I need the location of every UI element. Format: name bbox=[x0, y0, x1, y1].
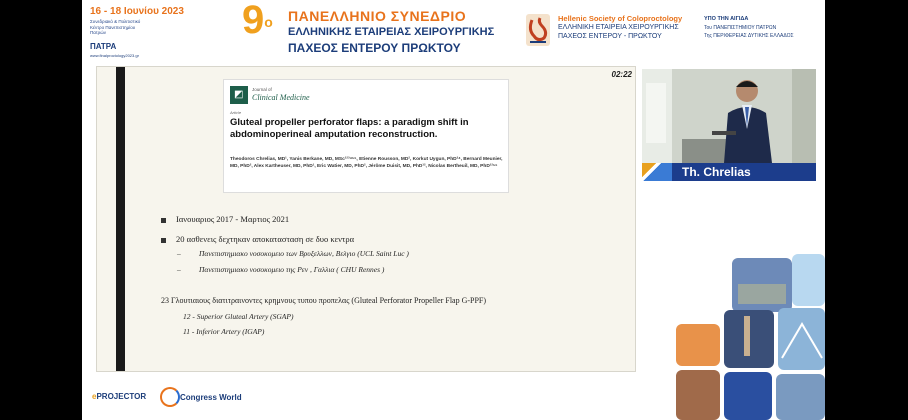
congress-city: ΠΑΤΡΑ bbox=[90, 42, 117, 51]
bullet-center-rennes: – Πανεπιστημιακο νοσοκομειο της Ρεν , Γαλλια ( CHU Rennes ) bbox=[177, 265, 385, 274]
bullet-square-icon bbox=[161, 218, 166, 223]
bullet-period: Ιανουαριος 2017 - Μαρτιος 2021 bbox=[161, 214, 289, 224]
name-bar-accent bbox=[642, 163, 672, 181]
society-logo-icon bbox=[522, 12, 554, 48]
congress-title: ΠΑΝΕΛΛΗΝΙΟ ΣΥΝΕΔΡΙΟ bbox=[288, 8, 467, 24]
speaker-name: Th. Chrelias bbox=[682, 165, 751, 179]
congress-world-logo: Congress World bbox=[180, 393, 242, 402]
society-name-en: Hellenic Society of Coloproctology bbox=[558, 14, 683, 23]
journal-logo-icon: ◩ bbox=[230, 86, 248, 104]
congress-url: www.finalproctology2023.gr bbox=[90, 53, 139, 58]
paper-header-image bbox=[223, 79, 509, 193]
bullet-square-icon bbox=[161, 238, 166, 243]
bullet-patients: 20 ασθενεις δεχτηκαν αποκατασταση σε δυο κεντρα bbox=[161, 234, 354, 244]
congress-venue: Συνεδριακό & Πολιτιστικό Κέντρο Πανεπιστημίου Πατρών bbox=[90, 19, 141, 35]
slide-timer: 02:22 bbox=[611, 70, 632, 79]
aegis-region: Της ΠΕΡΙΦΕΡΕΙΑΣ ΔΥΤΙΚΗΣ ΕΛΛΑΔΟΣ bbox=[704, 33, 794, 39]
congress-world-logo-icon bbox=[160, 387, 180, 407]
bullet-sgap: 12 - Superior Gluteal Artery (SGAP) bbox=[183, 312, 294, 321]
congress-dates: 16 - 18 Ιουνίου 2023 bbox=[90, 6, 184, 17]
eprojector-logo: ePROJECTOR bbox=[92, 392, 147, 401]
aegis-university: Του ΠΑΝΕΠΙΣΤΗΜΙΟΥ ΠΑΤΡΩΝ bbox=[704, 25, 777, 31]
presentation-slide bbox=[96, 66, 636, 372]
society-name-gr2: ΠΑΧΕΟΣ ΕΝΤΕΡΟΥ - ΠΡΩΚΤΟΥ bbox=[558, 33, 662, 40]
speaker-name-bar bbox=[642, 163, 816, 181]
journal-name: Clinical Medicine bbox=[252, 93, 310, 102]
paper-authors: Theodoros Chrelias, MD¹, Yanis Berkane, MD, MSc¹²³⁴⁵⁶, Etienne Rousson, MD², Korkut Uygun, PhD³⁴, Bernard Meunier, MD, PhD², Alex Kartheuser, MD, PhD¹, Eric Watier, MD, PhD², Jérôme Duisit, MD, PhD¹², Nicolas Bertheuil, MD, PhD¹²⁵⁶ bbox=[230, 157, 503, 169]
paper-title: Gluteal propeller perforator flaps: a paradigm shift in abdominoperineal amputation reconstruction. bbox=[230, 117, 469, 140]
city-collage-image bbox=[674, 254, 825, 420]
society-line2: ΠΑΧΕΟΣ ΕΝΤΕΡΟΥ ΠΡΩΚΤΟΥ bbox=[288, 41, 461, 55]
article-label: Article bbox=[230, 110, 242, 115]
journal-prefix: Journal of bbox=[252, 87, 272, 92]
aegis-title: ΥΠΟ ΤΗΝ ΑΙΓΙΔΑ bbox=[704, 16, 749, 22]
society-name-gr1: ΕΛΛΗΝΙΚΗ ΕΤΑΙΡΕΙΑ ΧΕΙΡΟΥΡΓΙΚΗΣ bbox=[558, 24, 679, 31]
speaker-video-image bbox=[642, 69, 816, 163]
bullet-center-brussels: – Πανεπιστημιακο νοσοκομειο των Βρυξελλων, Βελγιο (UCL Saint Luc ) bbox=[177, 249, 409, 258]
society-line1: ΕΛΛΗΝΙΚΗΣ ΕΤΑΙΡΕΙΑΣ ΧΕΙΡΟΥΡΓΙΚΗΣ bbox=[288, 26, 495, 38]
conference-frame bbox=[82, 0, 825, 420]
congress-header bbox=[82, 0, 825, 66]
speaker-video bbox=[642, 69, 816, 163]
slide-side-bar bbox=[116, 67, 125, 371]
bullet-igap: 11 - Inferior Artery (IGAP) bbox=[183, 327, 265, 336]
edition-number: $9^o$ bbox=[242, 0, 273, 42]
bullet-flaps: 23 Γλουτιαιους διατιτραινοντες κρημνους τυπου προπελας (Gluteal Perforator Propeller Flap G-PPF) bbox=[161, 296, 487, 305]
